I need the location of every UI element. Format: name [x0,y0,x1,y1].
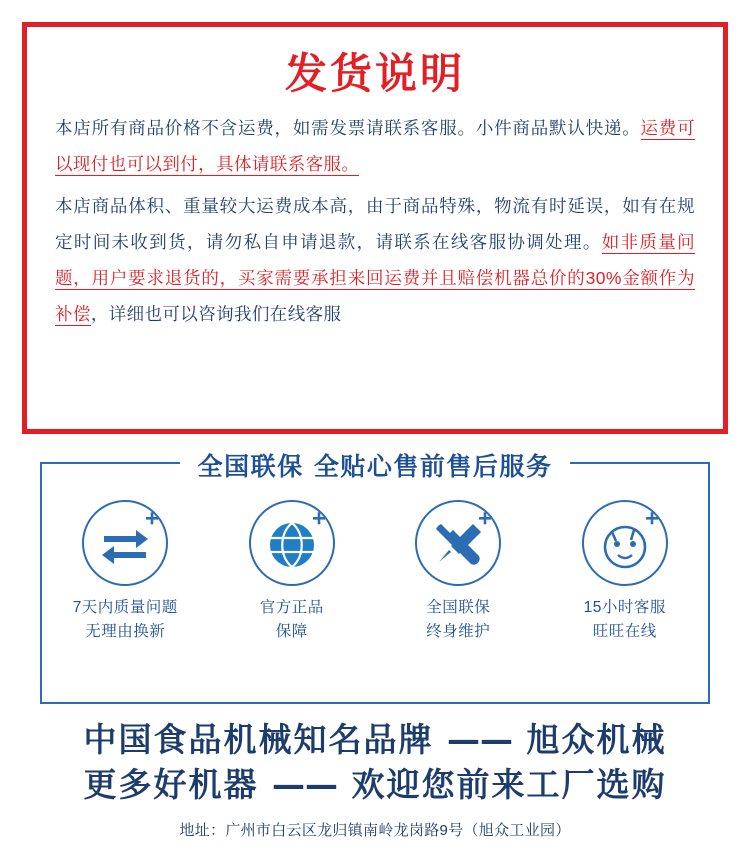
service-face-icon [582,500,668,586]
service-guarantee-box [40,452,710,704]
brand-line-1-dash: —— [447,720,513,759]
brand-line-2-dash: —— [272,764,338,804]
brand-line-1 [0,718,750,763]
service-label-line2: 无理由换新 [85,623,166,641]
service-item-warranty [383,500,533,644]
service-label-line1: 7天内质量问题 [72,599,178,616]
service-heading [42,447,708,483]
brand-line-2 [0,763,750,808]
service-label-line2: 旺旺在线 [592,623,657,641]
notice-p1-highlight: 运费可以现付也可以到付，具体请联系客服。 [55,118,695,175]
brand-line-2-right: 欢迎您前来工厂选购 [351,764,667,804]
notice-p2-highlight: 如非质量问题，用户要求退货的，买家需要承担来回运费并且赔偿机器总价的30%金额作为补偿 [55,231,695,324]
brand-line-1-right: 旭众机械 [526,720,667,759]
service-label-line2: 终身维护 [426,623,491,641]
exchange-arrows-icon [82,500,168,586]
service-heading-label: 全国联保 全贴心售前售后服务 [180,452,571,481]
service-item-label [217,596,367,644]
brand-line-1-left: 中国食品机械知名品牌 [83,720,434,759]
service-label-line2: 保障 [275,623,308,641]
service-item-label [550,596,700,644]
service-item-genuine [217,500,367,644]
notice-p1-text: 本店所有商品价格不含运费，如需发票请联系客服。小件商品默认快递。 [55,118,641,139]
brand-line-2-left: 更多好机器 [83,764,259,804]
globe-icon [249,500,335,586]
service-item-label [50,596,200,644]
page-title: 发货说明 [284,49,465,98]
service-item-exchange [50,500,200,644]
service-item-support [550,500,700,644]
shipping-notice-box [22,22,728,434]
brand-footer [0,718,750,840]
service-label-line1: 全国联保 [426,599,491,616]
service-label-line1: 官方正品 [259,599,324,616]
notice-paragraph-2 [55,189,695,333]
notice-body [55,111,695,332]
service-label-line1: 15小时客服 [583,599,666,616]
notice-p2-tail: ，详细也可以咨询我们在线客服 [90,303,342,324]
notice-paragraph-1 [55,111,695,183]
wrench-screwdriver-icon [415,500,501,586]
company-address: 地址：广州市白云区龙归镇南岭龙岗路9号（旭众工业园） [179,822,571,840]
notice-p2-text: 本店商品体积、重量较大运费成本高，由于商品特殊，物流有时延误，如有在规定时间未收到货，请勿私自申请退款，请联系在线客服协调处理。 [55,195,695,252]
service-items [42,464,708,644]
service-item-label [383,596,533,644]
